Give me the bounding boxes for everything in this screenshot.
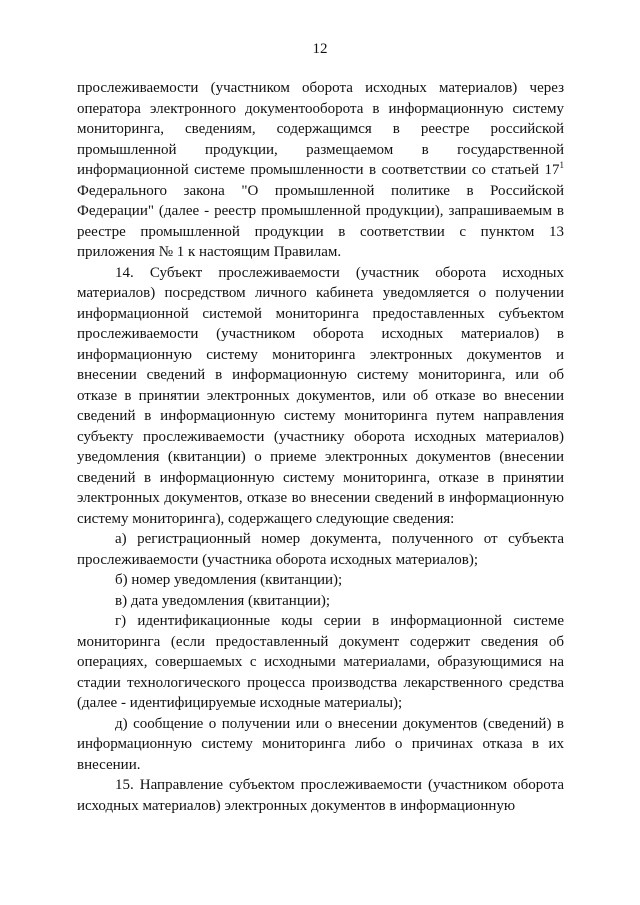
list-item-d: д) сообщение о получении или о внесении документов (сведений) в информационную систему мониторинга либо о причинах отказа в их внесении.: [77, 715, 564, 773]
list-item-a: а) регистрационный номер документа, полученного от субъекта прослеживаемости (участника оборота исходных материалов);: [77, 531, 564, 568]
paragraph-item-15: 15. Направление субъектом прослеживаемости (участником оборота исходных материалов) электронных документов в информационную: [77, 777, 564, 814]
paragraph-text-tail: Федерального закона "О промышленной политике в Российской Федерации" (далее - реестр промышленной продукции), запрашиваемым в реестре промышленной продукции в соответствии с пунктом 13 приложения № 1 к настоящим Правилам.: [77, 182, 564, 260]
list-item-g: г) идентификационные коды серии в информационной системе мониторинга (если предоставленный документ содержит сведения об операциях, совершаемых с исходными материалами, образующимися на стадии технологического процесса производства лекарственного средства (далее - идентифицируемые исходные материалы);: [77, 613, 564, 711]
document-body: [77, 78, 564, 816]
paragraph-text: прослеживаемости (участником оборота исходных материалов) через оператора электронного документооборота в информационную систему мониторинга, сведениям, содержащимся в реестре российской промышленной продукции, размещаемом в государственной информационной системе промышленности в соответствии со статьей 17: [77, 80, 564, 178]
paragraph-item-14: 14. Субъект прослеживаемости (участник оборота исходных материалов) посредством личного кабинета уведомляется о получении информационной системой мониторинга предоставленных субъектом прослеживаемости (участником оборота исходных материалов) в информационную систему мониторинга электронных документов и внесении сведений в информационную систему мониторинга, или об отказе в принятии электронных документов, или об отказе во внесении сведений в информационную систему мониторинга путем направления субъекту прослеживаемости (участнику оборота исходных материалов) уведомления (квитанции) о приеме электронных документов (внесении сведений в информационную систему мониторинга, отказе в принятии электронных документов, отказе во внесении сведений в информационную систему мониторинга), содержащего следующие сведения:: [77, 264, 564, 527]
footnote-superscript: 1: [559, 160, 564, 170]
paragraph-continuation: [77, 78, 564, 263]
list-item-b: б) номер уведомления (квитанции);: [115, 572, 343, 588]
page-number: 12: [312, 41, 328, 57]
list-item-v: в) дата уведомления (квитанции);: [115, 592, 331, 609]
